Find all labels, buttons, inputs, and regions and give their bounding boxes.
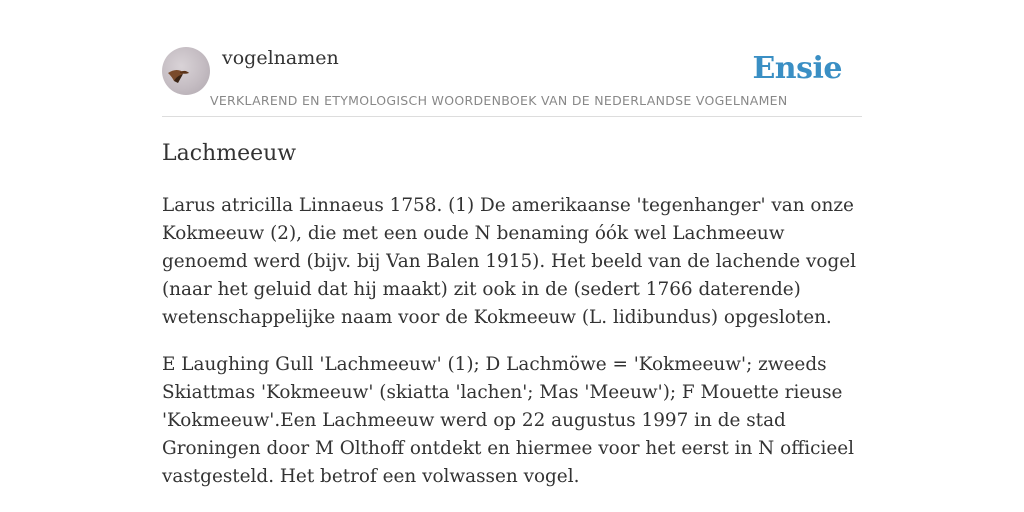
- entry-paragraph-1: Larus atricilla Linnaeus 1758. (1) De amerikaanse 'tegenhanger' van onze Kokmeeuw (2), die met een oude N benaming óók wel Lachmeeuw genoemd werd (bijv. bij Van Balen 1915). Het beeld van de lachende vogel (naar het geluid dat hij maakt) zit ook in de (sedert 1766 daterende) wetenschappelijke naam voor de Kokmeeuw (L. lidibundus) opgesloten.: [162, 195, 856, 328]
- entry-paragraph-2: E Laughing Gull 'Lachmeeuw' (1); D Lachmöwe = 'Kokmeeuw'; zweeds Skiattmas 'Kokmeeuw' (skiatta 'lachen'; Mas 'Meeuw'); F Mouette rieuse 'Kokmeeuw'.Een Lachmeeuw werd op 22 augustus 1997 in de stad Groningen door M Olthoff ontdekt en hiermee voor het eerst in N officieel vastgesteld. Het betrof een volwassen vogel.: [162, 354, 854, 487]
- bird-photo-icon[interactable]: [162, 47, 210, 95]
- header: [162, 0, 862, 117]
- site-name[interactable]: vogelnamen: [222, 47, 339, 69]
- ensie-logo[interactable]: Ensie: [752, 51, 842, 86]
- site-subtitle: VERKLAREND EN ETYMOLOGISCH WOORDENBOEK VAN DE NEDERLANDSE VOGELNAMEN: [210, 93, 788, 108]
- page: [162, 0, 862, 512]
- entry-title: Lachmeeuw: [162, 141, 297, 166]
